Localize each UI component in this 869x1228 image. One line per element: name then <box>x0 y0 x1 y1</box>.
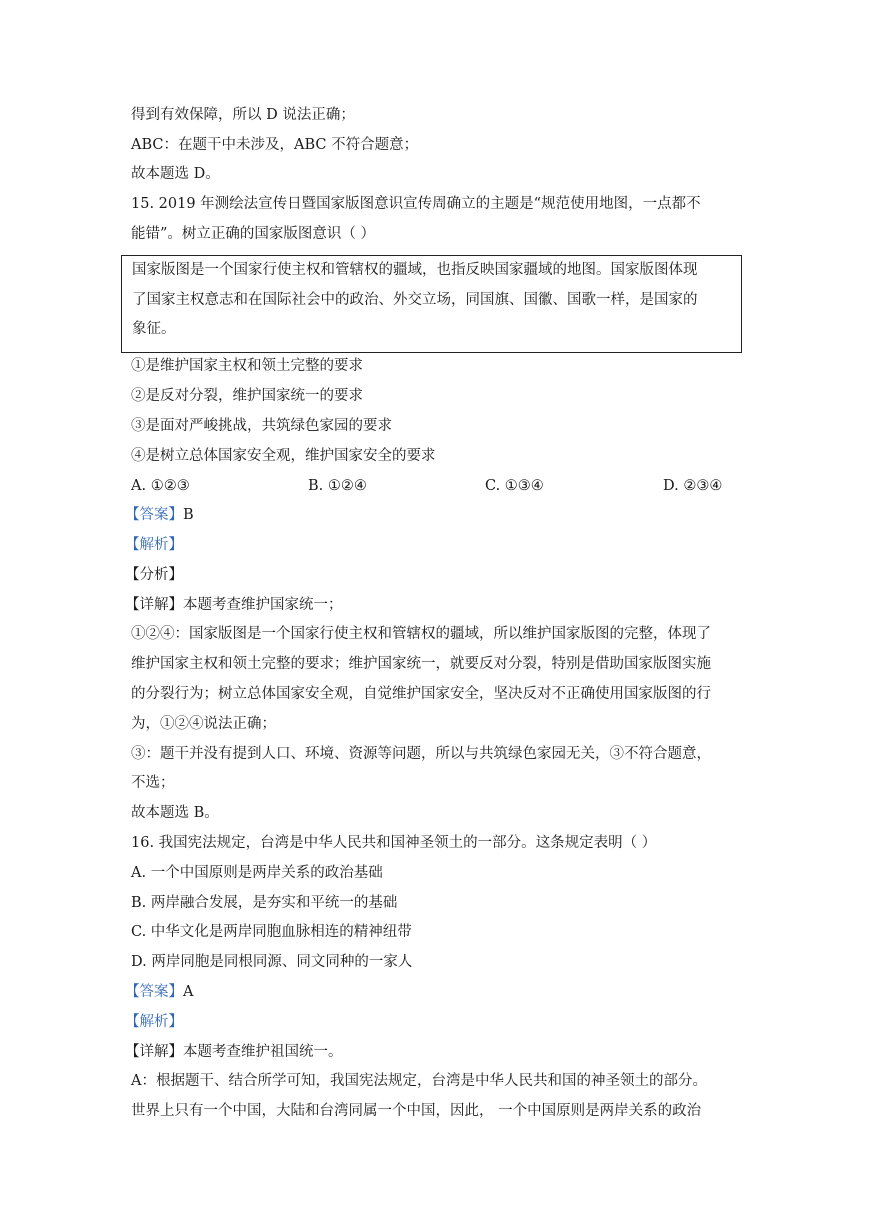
detail-text: 本题考查维护国家统一； <box>183 597 343 613</box>
option-a: A. 一个中国原则是两岸关系的政治基础 <box>131 865 383 881</box>
answer-tag: 【答案】 <box>125 507 183 523</box>
detail-line <box>125 595 735 615</box>
option-d: D. 两岸同胞是同根同源、同文同种的一家人 <box>131 954 413 970</box>
text-line: 维护国家主权和领土完整的要求；维护国家统一，就要反对分裂，特别是借助国家版图实施 <box>131 656 711 672</box>
statement: ①是维护国家主权和领土完整的要求 <box>131 358 363 374</box>
text-line: 的分裂行为；树立总体国家安全观，自觉维护国家安全，坚决反对不正确使用国家版图的行 <box>131 686 711 702</box>
text-line: 世界上只有一个中国，大陆和台湾同属一个中国，因此， 一个中国原则是两岸关系的政治 <box>131 1103 702 1119</box>
option-c: C. 中华文化是两岸同胞血脉相连的精神纽带 <box>131 924 412 940</box>
option-b: B. ①②④ <box>308 478 367 494</box>
detail-tag: 【详解】 <box>125 1044 183 1060</box>
option-b: B. 两岸融合发展，是夯实和平统一的基础 <box>131 895 398 911</box>
question-15-stem: 15. 2019 年测绘法宣传日暨国家版图意识宣传周确立的主题是“规范使用地图，一点都不 <box>131 196 701 212</box>
statement: ④是树立总体国家安全观，维护国家安全的要求 <box>131 448 436 464</box>
text-line: A：根据题干、结合所学可知，我国宪法规定，台湾是中华人民共和国的神圣领土的部分。 <box>131 1073 707 1089</box>
text-line: ①②④：国家版图是一个国家行使主权和管辖权的疆域，所以维护国家版图的完整，体现了 <box>131 626 711 642</box>
material-box <box>121 255 742 353</box>
analysis-tag: 【解析】 <box>125 537 183 553</box>
detail-text: 本题考查维护祖国统一。 <box>183 1044 343 1060</box>
analysis-line <box>125 1012 735 1032</box>
text-line: ③：题干并没有提到人口、环境、资源等问题，所以与共筑绿色家园无关，③不符合题意， <box>131 746 711 762</box>
detail-line <box>125 1042 735 1062</box>
detail-tag: 【详解】 <box>125 597 183 613</box>
material-line: 国家版图是一个国家行使主权和管辖权的疆域，也指反映国家疆域的地图。国家版图体现 <box>132 262 698 278</box>
answer-line <box>125 505 735 525</box>
option-d: D. ②③④ <box>663 478 723 494</box>
text-line: 故本题选 D。 <box>131 166 220 182</box>
question-15-stem: 能错”。树立正确的国家版图意识（ ） <box>131 226 376 242</box>
option-a: A. ①②③ <box>131 478 190 494</box>
option-c: C. ①③④ <box>485 478 544 494</box>
answer-tag: 【答案】 <box>125 984 183 1000</box>
statement: ②是反对分裂，维护国家统一的要求 <box>131 388 363 404</box>
text-line: ABC：在题干中未涉及，ABC 不符合题意； <box>131 137 419 153</box>
material-line: 了国家主权意志和在国际社会中的政治、外交立场，同国旗、国徽、国歌一样，是国家的 <box>132 292 698 308</box>
text-line: 为，①②④说法正确； <box>131 716 276 732</box>
text-line: 得到有效保障，所以 D 说法正确； <box>131 107 355 123</box>
answer-line <box>125 982 735 1002</box>
question-16-stem: 16. 我国宪法规定，台湾是中华人民共和国神圣领土的一部分。这条规定表明（ ） <box>131 835 657 851</box>
fenxi-tag: 【分析】 <box>125 567 183 583</box>
material-line: 象征。 <box>132 321 176 337</box>
text-line: 不选； <box>131 775 175 791</box>
answer-value: A <box>183 984 194 1000</box>
answer-value: B <box>183 507 194 523</box>
statement: ③是面对严峻挑战，共筑绿色家园的要求 <box>131 418 392 434</box>
analysis-tag: 【解析】 <box>125 1014 183 1030</box>
analysis-line <box>125 535 735 555</box>
text-line: 故本题选 B。 <box>131 805 219 821</box>
